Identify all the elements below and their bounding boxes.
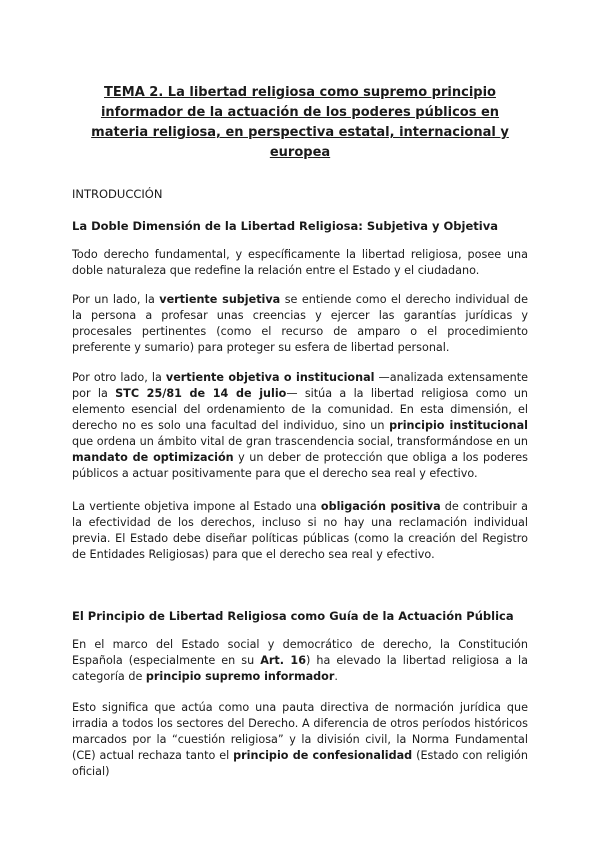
section-2-paragraph-2: Esto significa que actúa como una pauta directiva de normación jurídica que irradia a todos los sectores del Derecho. A diferencia de otros períodos históricos marcados por la “cuestión religiosa” y la división civil, la Norma Fundamental (CE) actual rechaza tanto el principio de confesionalidad (Estado con religión oficial) bbox=[72, 701, 528, 778]
section-2-title: El Principio de Libertad Religiosa como Guía de la Actuación Pública bbox=[72, 609, 514, 623]
section-1-title: La Doble Dimensión de la Libertad Religiosa: Subjetiva y Objetiva bbox=[72, 219, 498, 233]
section-1-paragraph-4: La vertiente objetiva impone al Estado una obligación positiva de contribuir a la efectividad de los derechos, incluso si no hay una reclamación individual previa. El Estado debe diseñar políticas públicas (como la creación del Registro de Entidades Religiosas) para que el derecho sea real y efectivo. bbox=[72, 500, 529, 561]
section-2-paragraph-1: En el marco del Estado social y democrático de derecho, la Constitución Española (especialmente en su Art. 16) ha elevado la libertad religiosa a la categoría de principio supremo informador. bbox=[72, 638, 529, 683]
intro-heading: INTRODUCCIÓN bbox=[72, 187, 163, 201]
section-1-paragraph-3: Por otro lado, la vertiente objetiva o institucional —analizada extensamente por la STC 25/81 de 14 de julio— sitúa a la libertad religiosa como un elemento esencial del ordenamiento de la comunidad. En esta dimensión, el derecho no es solo una facultad del individuo, sino un principio institucional que ordena un ámbito vital de gran trascendencia social, transformándose en un mandato de optimización y un deber de protección que obliga a los poderes públicos a actuar positivamente para que el derecho sea real y efectivo. bbox=[72, 371, 529, 480]
section-1-paragraph-2: Por un lado, la vertiente subjetiva se entiende como el derecho individual de la persona a profesar unas creencias y ejercer las garantías jurídicas y procesales pertinentes (como el recurso de amparo o el procedimiento preferente y sumario) para proteger su esfera de libertad personal. bbox=[72, 293, 528, 354]
page-title: TEMA 2. La libertad religiosa como supremo principio informador de la actuación de los poderes públicos en materia religiosa, en perspectiva estatal, internacional y europea bbox=[91, 85, 509, 160]
section-1-paragraph-1: Todo derecho fundamental, y específicamente la libertad religiosa, posee una doble naturaleza que redefine la relación entre el Estado y el ciudadano. bbox=[72, 248, 528, 277]
